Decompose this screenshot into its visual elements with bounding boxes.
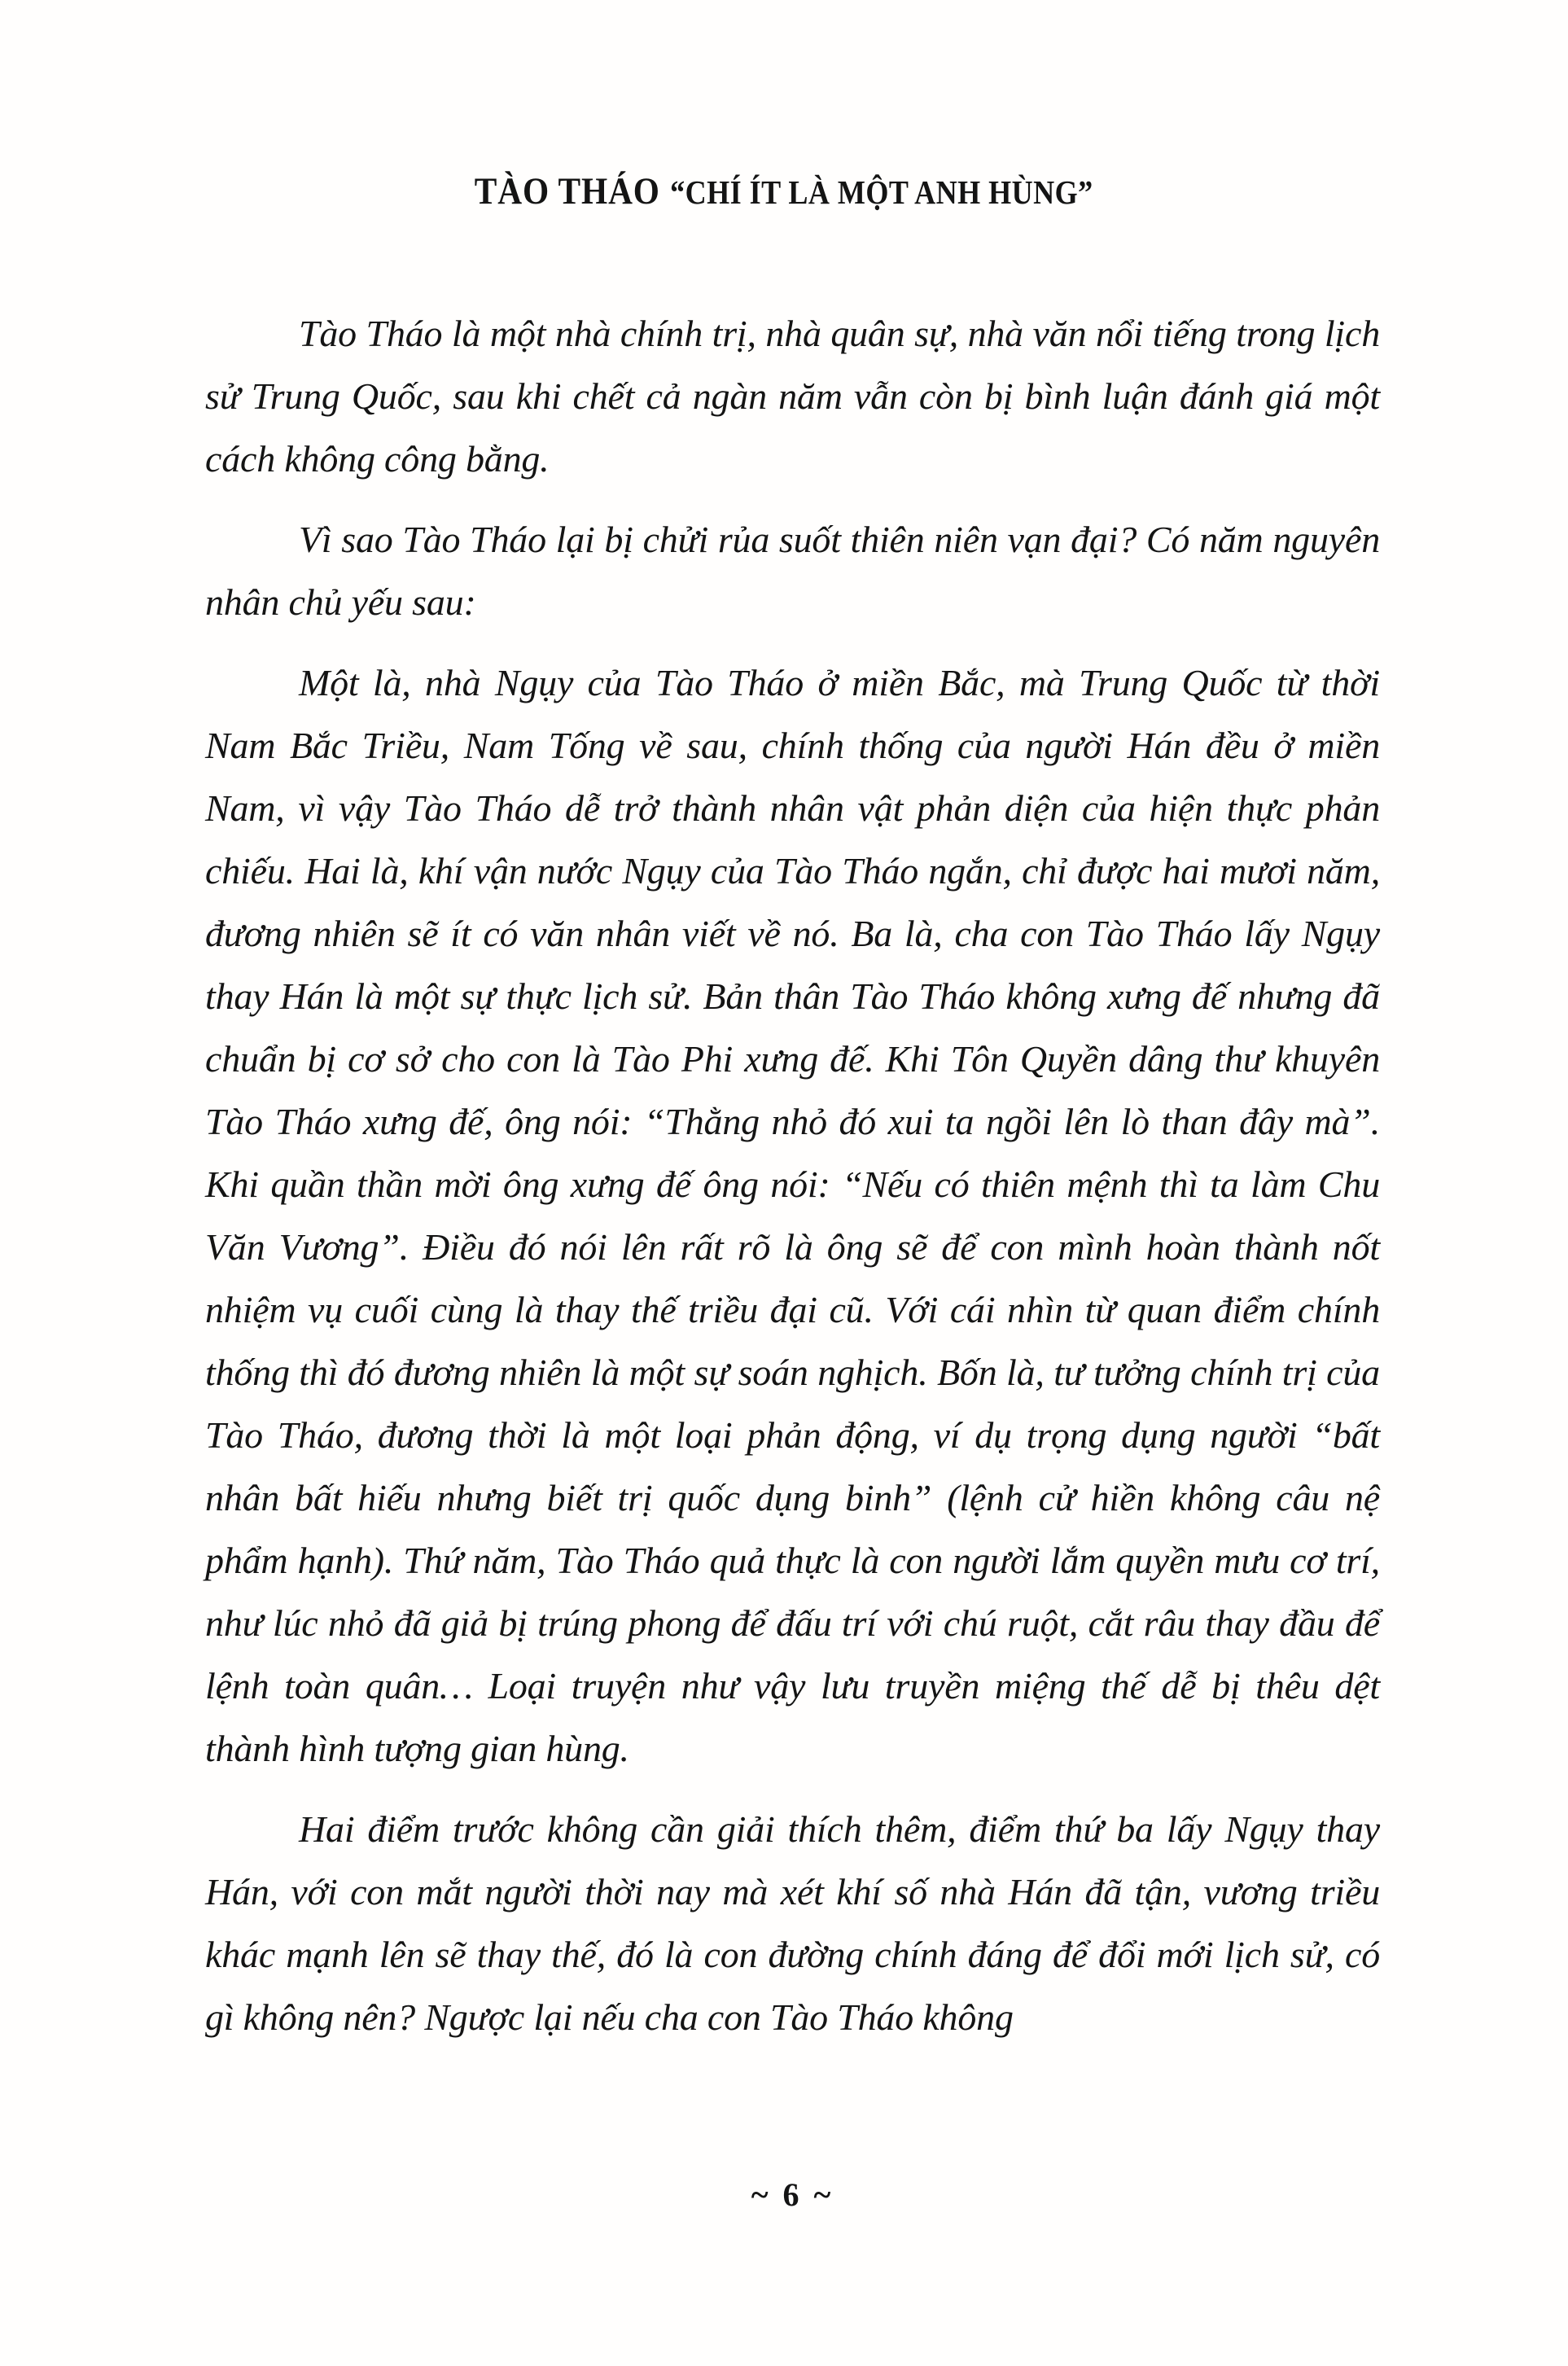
paragraph-3: Một là, nhà Ngụy của Tào Tháo ở miền Bắc, mà Trung Quốc từ thời Nam Bắc Triều, Nam Tống về sau, chính thống của người Hán đều ở miền Nam, vì vậy Tào Tháo dễ trở thành nhân vật phản diện của hiện thực phản chiếu. Hai là, khí vận nước Ngụy của Tào Tháo ngắn, chỉ được hai mươi năm, đương nhiên sẽ ít có văn nhân viết về nó. Ba là, cha con Tào Tháo lấy Ngụy thay Hán là một sự thực lịch sử. Bản thân Tào Tháo không xưng đế nhưng đã chuẩn bị cơ sở cho con là Tào Phi xưng đế. Khi Tôn Quyền dâng thư khuyên Tào Tháo xưng đế, ông nói: “Thằng nhỏ đó xui ta ngồi lên lò than đây mà”. Khi quần thần mời ông xưng đế ông nói: “Nếu có thiên mệnh thì ta làm Chu Văn Vương”. Điều đó nói lên rất rõ là ông sẽ để con mình hoàn thành nốt nhiệm vụ cuối cùng là thay thế triều đại cũ. Với cái nhìn từ quan điểm chính thống thì đó đương nhiên là một sự soán nghịch. Bốn là, tư tưởng chính trị của Tào Tháo, đương thời là một loại phản động, ví dụ trọng dụng người “bất nhân bất hiếu nhưng biết trị quốc dụng binh” (lệnh cử hiền không câu nệ phẩm hạnh). Thứ năm, Tào Tháo quả thực là con người lắm quyền mưu cơ trí, như lúc nhỏ đã giả bị trúng phong để đấu trí với chú ruột, cắt râu thay đầu để lệnh toàn quân… Loại truyện như vậy lưu truyền miệng thế dễ bị thêu dệt thành hình tượng gian hùng. (205, 662, 1380, 1769)
chapter-title (0, 169, 1568, 213)
paragraph-1: Tào Tháo là một nhà chính trị, nhà quân sự, nhà văn nổi tiếng trong lịch sử Trung Quốc, sau khi chết cả ngàn năm vẫn còn bị bình luận đánh giá một cách không công bằng. (205, 313, 1380, 480)
body-text (205, 302, 1380, 2066)
paragraph-2: Vì sao Tào Tháo lại bị chửi rủa suốt thiên niên vạn đại? Có năm nguyên nhân chủ yếu sau: (205, 519, 1380, 623)
page-number: ~ 6 ~ (751, 2176, 834, 2213)
chapter-title-subtitle: “CHÍ ÍT LÀ MỘT ANH HÙNG” (670, 173, 1093, 211)
chapter-title-text (475, 169, 1093, 213)
chapter-title-main: TÀO THÁO (475, 170, 661, 213)
paragraph-4: Hai điểm trước không cần giải thích thêm, điểm thứ ba lấy Ngụy thay Hán, với con mắt người thời nay mà xét khí số nhà Hán đã tận, vương triều khác mạnh lên sẽ thay thế, đó là con đường chính đáng để đổi mới lịch sử, có gì không nên? Ngược lại nếu cha con Tào Tháo không (205, 1808, 1380, 2038)
